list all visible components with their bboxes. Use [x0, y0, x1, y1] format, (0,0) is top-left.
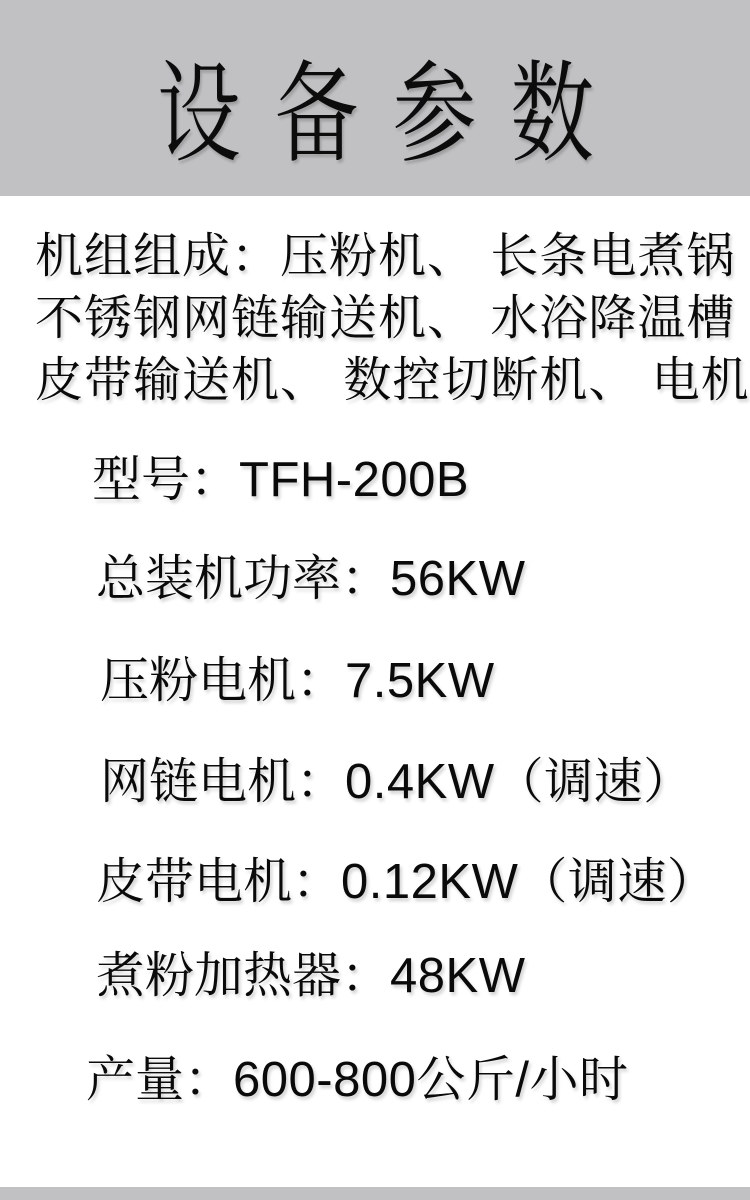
spec-value: 56KW	[390, 552, 526, 606]
spec-label: 压粉电机	[100, 654, 297, 708]
spec-label: 型号	[92, 453, 191, 507]
spec-label: 网链电机	[100, 755, 297, 809]
spec-value: 0.12KW（调速）	[341, 855, 717, 909]
composition-line-3: 皮带输送机、 数控切断机、 电机	[35, 354, 750, 407]
unit-composition-paragraph	[35, 226, 750, 412]
colon-separator: ：	[341, 949, 391, 1003]
spec-label: 产量	[86, 1053, 185, 1107]
spec-label: 煮粉加热器	[96, 949, 342, 1003]
spec-row-cooking-heater	[96, 948, 525, 1004]
colon-separator: ：	[190, 453, 240, 507]
colon-separator: ：	[296, 654, 346, 708]
spec-row-model	[92, 452, 469, 508]
spec-value: 48KW	[390, 949, 526, 1003]
spec-label: 皮带电机	[96, 855, 293, 909]
header-banner	[0, 0, 750, 196]
spec-row-chain-motor	[100, 754, 693, 810]
spec-label: 总装机功率	[96, 552, 342, 606]
spec-value: 7.5KW	[345, 654, 495, 708]
footer-bar	[0, 1187, 750, 1200]
colon-separator: ：	[184, 1053, 234, 1107]
spec-row-press-motor	[100, 653, 495, 709]
spec-value: 0.4KW（调速）	[345, 755, 693, 809]
composition-line-1: 机组组成：压粉机、 长条电煮锅	[35, 230, 736, 283]
spec-row-belt-motor	[96, 854, 716, 910]
spec-value: TFH-200B	[239, 453, 470, 507]
spec-value: 600-800公斤/小时	[233, 1053, 629, 1107]
colon-separator: ：	[341, 552, 391, 606]
colon-separator: ：	[296, 755, 346, 809]
spec-row-total-power	[96, 551, 525, 607]
colon-separator: ：	[292, 855, 342, 909]
spec-row-output	[86, 1052, 628, 1108]
composition-line-2: 不锈钢网链输送机、 水浴降温槽	[35, 292, 736, 345]
page-title: 设备参数	[156, 53, 628, 176]
